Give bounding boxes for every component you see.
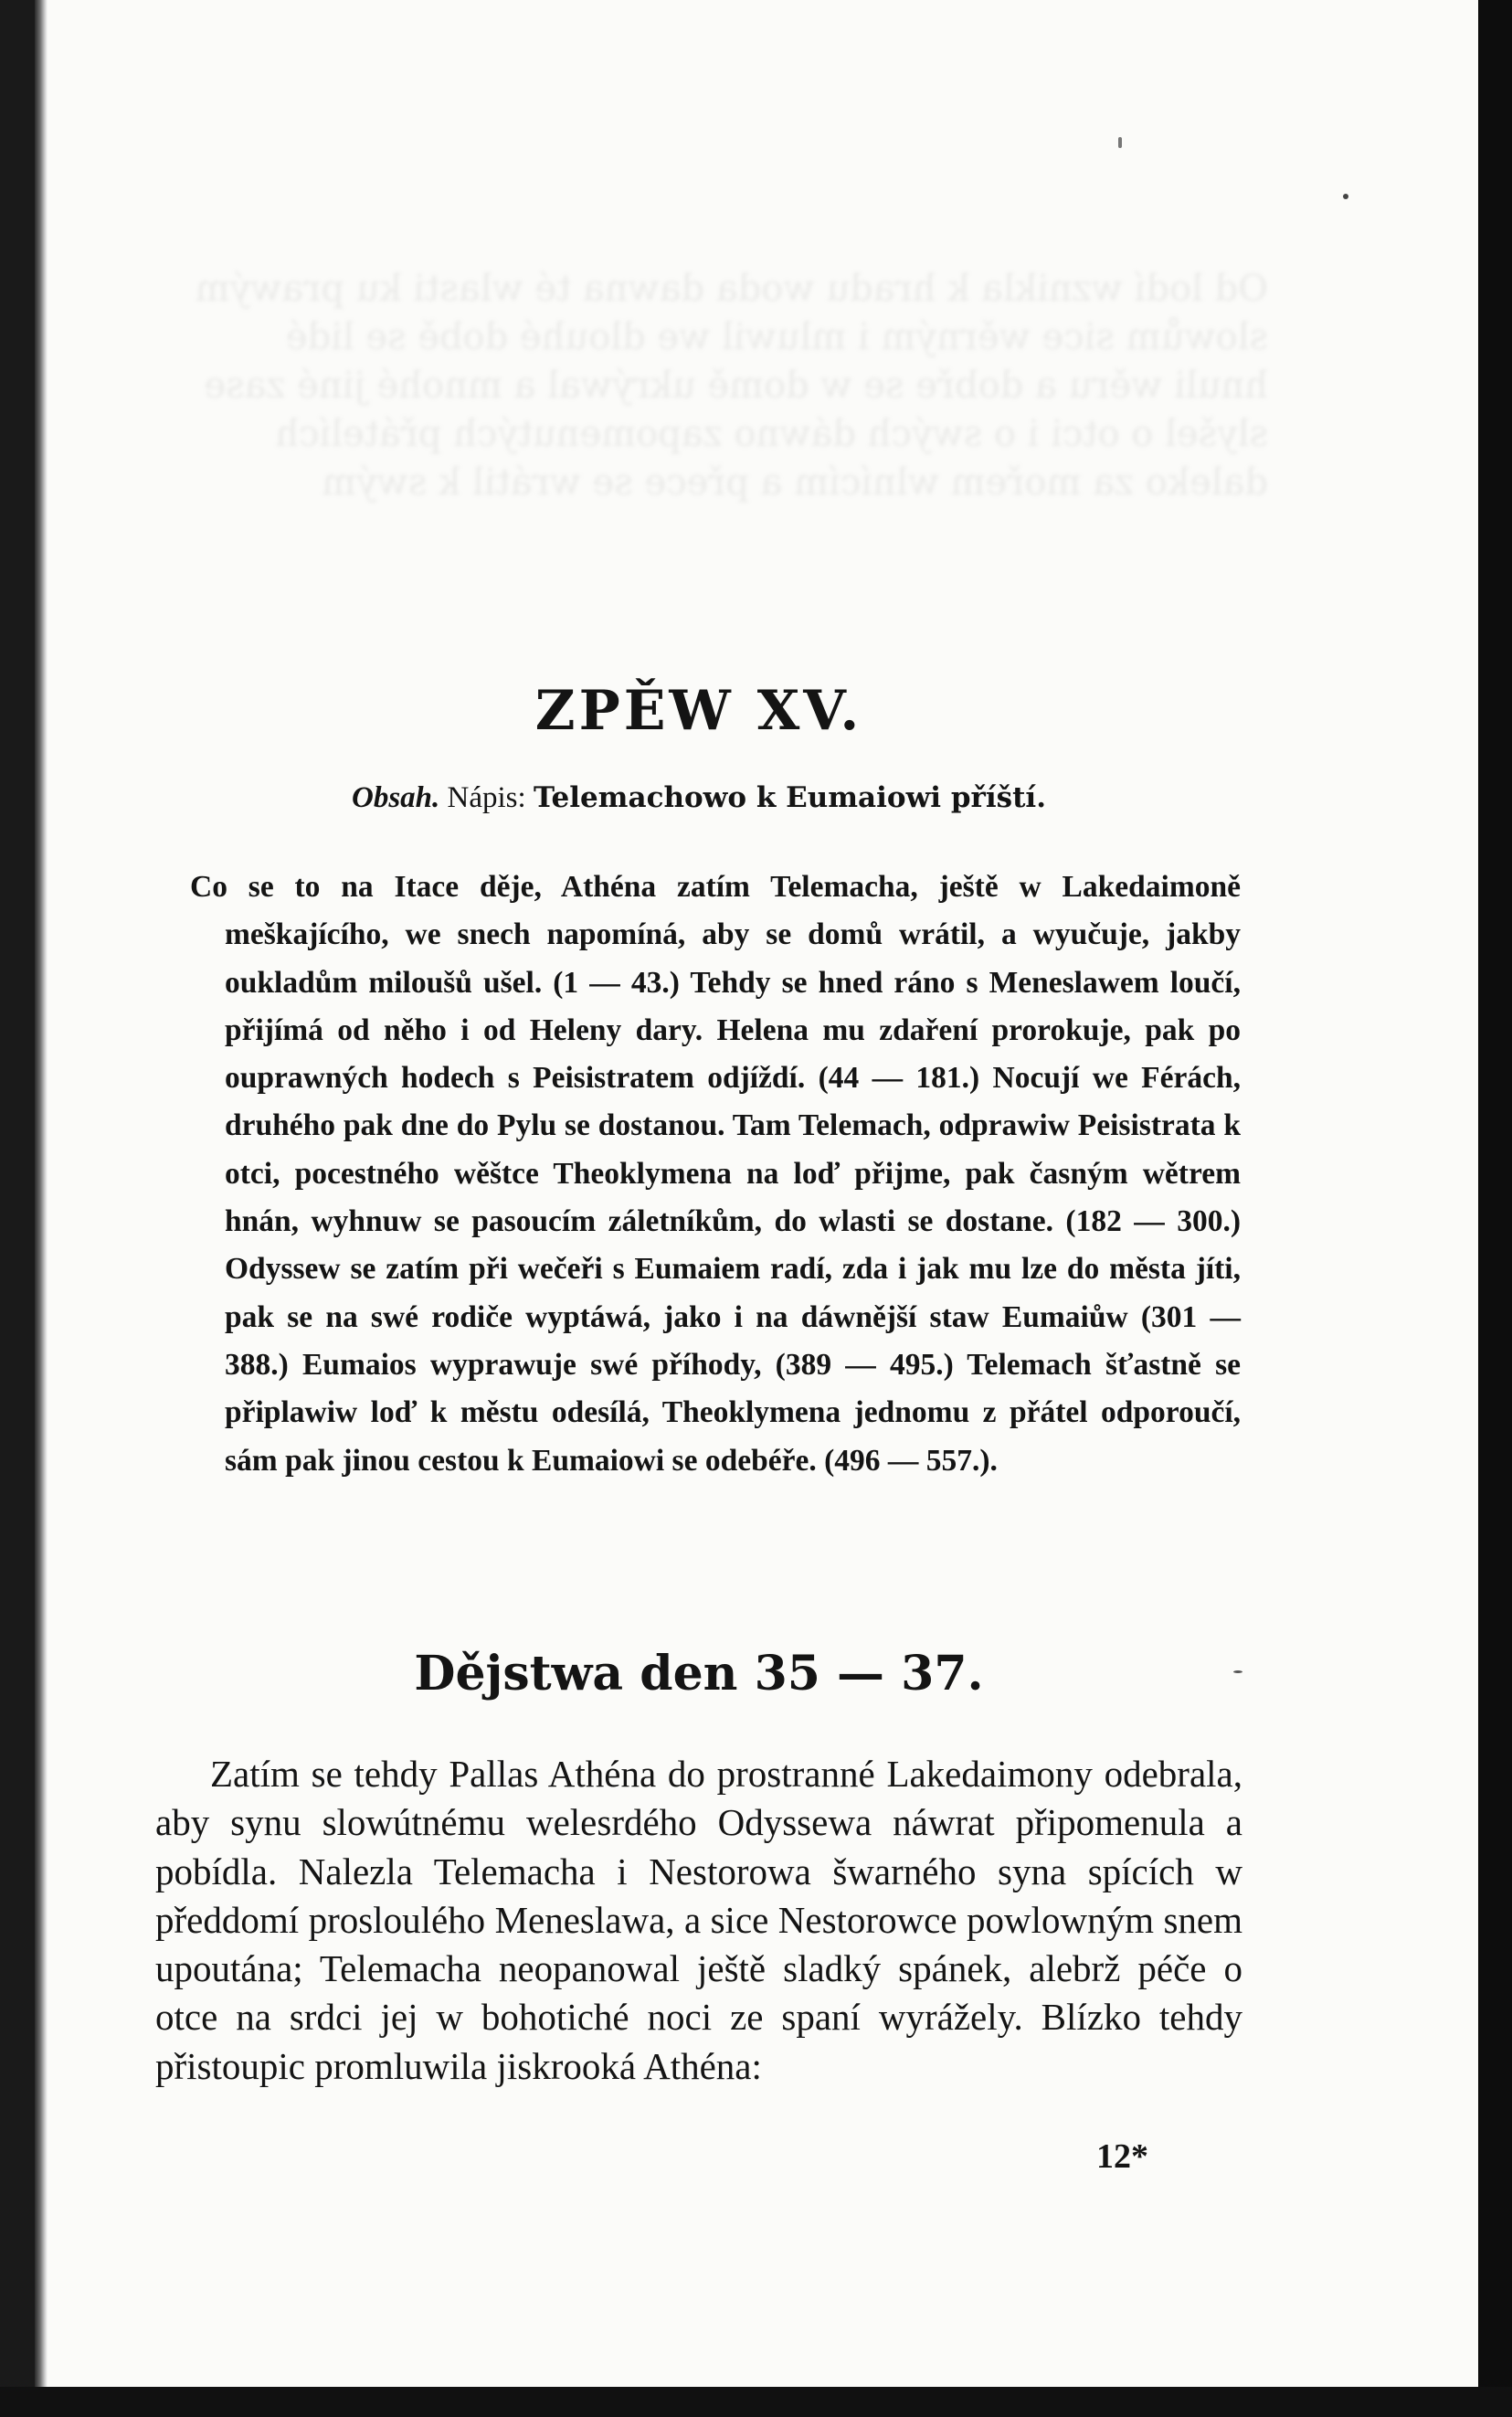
- scan-edge-right: [1478, 0, 1512, 2417]
- bleed-through-text: Od lodí wznikla k hradu woda dawna té wlasti ku prawým slowům sice wěrným i mluwil we dlouhé době se lidé hnuli wěru a dobře se w domě ukrýwal a mnohé jiné zase slyšel o otci i o swých dáwno zapomenutých přátelích daleko za mořem wlnícím a přece se wrátil k swým: [183, 268, 1268, 504]
- scan-edge-bottom: [0, 2387, 1512, 2417]
- ink-speck: [1118, 137, 1122, 148]
- body-paragraph: Zatím se tehdy Pallas Athéna do prostranné Lakedaimony odebrala, aby synu slowútnému welesrdého Odyssewa náwrat připomenula a pobídla. Nalezla Telemacha i Nestorowa šwarného syna spících w předdomí prosloulého Meneslawa, a sice Nestorowce powlowným snem upoutána; Telemacha neopanowal ještě sladký spánek, alebrž péče o otce na srdci jej w bohotiché noci ze spaní wyrážely. Blízko tehdy přistoupic promluwila jiskrooká Athéna:: [155, 1753, 1242, 2087]
- summary-label: Obsah.: [352, 781, 440, 814]
- ink-speck: [1343, 194, 1348, 199]
- book-page: [35, 0, 1478, 2387]
- summary-napis: Nápis:: [447, 781, 526, 814]
- summary-title: Telemachowo k Eumaiowi příští.: [533, 781, 1046, 814]
- chapter-title: ZPĚW XV.: [534, 679, 863, 743]
- summary-header: [155, 775, 1242, 821]
- printer-signature: 12*: [1096, 2137, 1148, 2176]
- summary-text: Co se to na Itace děje, Athéna zatím Telemacha, ještě w Lakedaimoně meškajícího, we snech napomíná, aby se domů wrátil, a wyučuje, jakby oukladům miloušů ušel. (1 — 43.) Tehdy se hned ráno s Meneslawem loučí, přijímá od něho i od Heleny dary. Helena mu zdaření prorokuje, pak po ouprawných hodech s Peisistratem odjíždí. (44 — 181.) Nocují we Férách, druhého pak dne do Pylu se dostanou. Tam Telemach, odprawiw Peisistrata k otci, pocestného wěštce Theoklymena na loď přijme, pak časným wětrem hnán, wyhnuw se pasoucím záletníkům, do wlasti se dostane. (182 — 300.) Odyssew se zatím při wečeři s Eumaiem radí, zda i jak mu lze do města jíti, pak se na swé rodiče wyptáwá, jako i na dáwnější staw Eumaiůw (301 — 388.) Eumaios wyprawuje swé příhody, (389 — 495.) Telemach šťastně se připlawiw loď k městu odesílá, Theoklymena jednomu z přátel odporoučí, sám pak jinou cestou k Eumaiowi se odebéře. (496 — 557.).: [190, 870, 1241, 1478]
- spine-shadow: [35, 0, 48, 2387]
- section-heading: Dějstwa den 35 — 37.: [414, 1646, 984, 1701]
